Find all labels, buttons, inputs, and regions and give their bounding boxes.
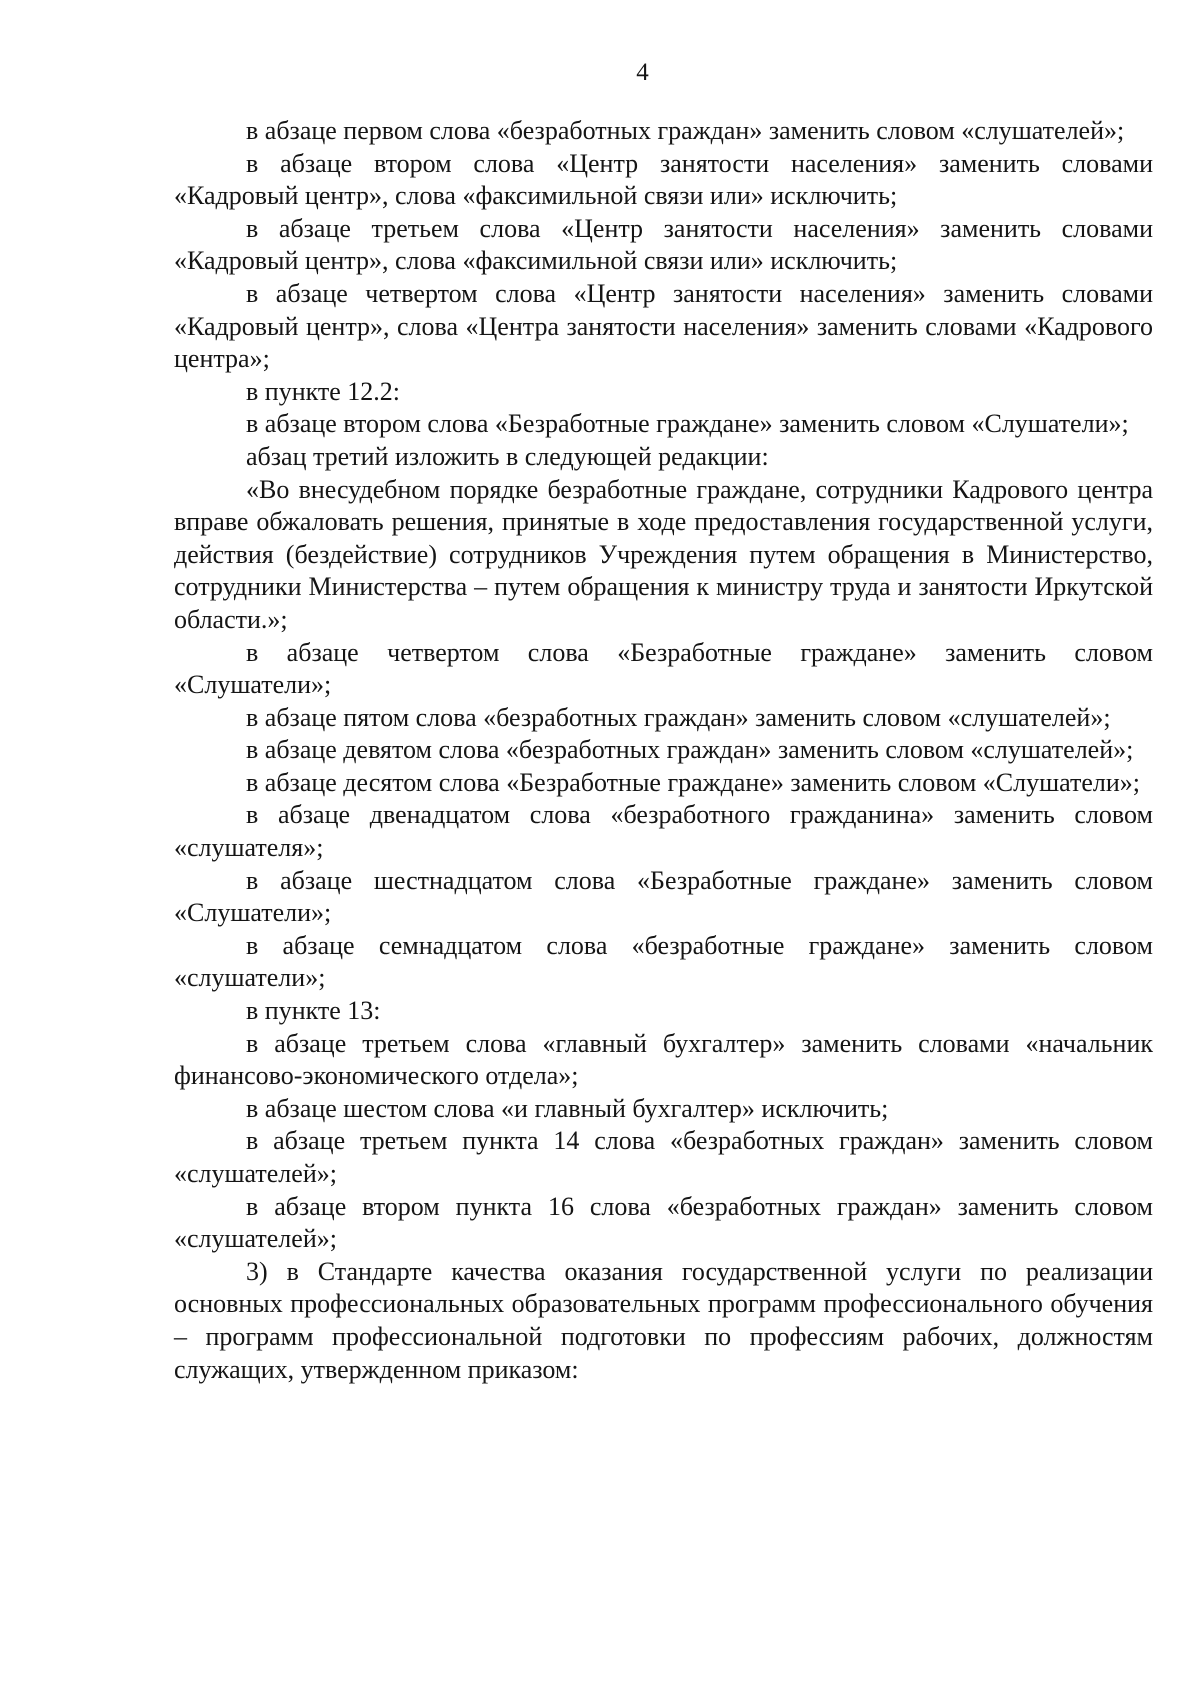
paragraph: абзац третий изложить в следующей редакции: xyxy=(246,441,769,471)
paragraph: в абзаце девятом слова «безработных граждан» заменить словом «слушателей»; xyxy=(246,735,1134,765)
paragraph: в абзаце четвертом слова «Безработные граждане» заменить словом «Слушатели»; xyxy=(174,637,1153,700)
paragraph: в абзаце третьем слова «главный бухгалтер» заменить словами «начальник финансово-экономического отдела»; xyxy=(174,1028,1153,1091)
paragraph: в абзаце третьем слова «Центр занятости населения» заменить словами «Кадровый центр», слова «факсимильной связи или» исключить; xyxy=(174,213,1153,276)
paragraph: в абзаце третьем пункта 14 слова «безработных граждан» заменить словом «слушателей»; xyxy=(174,1126,1153,1188)
paragraph: 3) в Стандарте качества оказания государственной услуги по реализации основных профессиональных образовательных программ профессионального обучения – программ профессиональной подготовки по профессиям рабочих, должностям служащих, утвержденном приказом: xyxy=(174,1256,1153,1384)
paragraph: в абзаце шестом слова «и главный бухгалтер» исключить; xyxy=(246,1093,889,1123)
paragraph: в абзаце пятом слова «безработных граждан» заменить словом «слушателей»; xyxy=(246,702,1111,732)
paragraph: в абзаце двенадцатом слова «безработного гражданина» заменить словом «слушателя»; xyxy=(174,800,1153,863)
paragraph: в абзаце семнадцатом слова «безработные граждане» заменить словом «слушатели»; xyxy=(174,930,1153,993)
paragraph: в абзаце десятом слова «Безработные граждане» заменить словом «Слушатели»; xyxy=(246,767,1140,797)
paragraph: в абзаце четвертом слова «Центр занятости населения» заменить словами «Кадровый центр», слова «Центра занятости населения» заменить словами «Кадрового центра»; xyxy=(174,278,1153,374)
paragraph: в пункте 13: xyxy=(246,996,381,1026)
paragraph: в абзаце втором пункта 16 слова «безработных граждан» заменить словом «слушателей»; xyxy=(174,1191,1153,1254)
paragraph: в абзаце шестнадцатом слова «Безработные граждане» заменить словом «Слушатели»; xyxy=(174,865,1153,928)
document-body xyxy=(174,115,1153,1386)
paragraph: в абзаце втором слова «Безработные граждане» заменить словом «Слушатели»; xyxy=(246,409,1129,439)
paragraph: в абзаце втором слова «Центр занятости населения» заменить словами «Кадровый центр», слова «факсимильной связи или» исключить; xyxy=(174,148,1153,211)
quoted-paragraph: «Во внесудебном порядке безработные граждане, сотрудники Кадрового центра вправе обжаловать решения, принятые в ходе предоставления государственной услуги, действия (бездействие) сотрудников Учреждения путем обращения в Министерство, сотрудники Министерства – путем обращения к министру труда и занятости Иркутской области.»; xyxy=(174,474,1153,634)
paragraph: в пункте 12.2: xyxy=(246,376,401,406)
page-number: 4 xyxy=(636,59,649,86)
paragraph: в абзаце первом слова «безработных граждан» заменить словом «слушателей»; xyxy=(246,116,1125,145)
